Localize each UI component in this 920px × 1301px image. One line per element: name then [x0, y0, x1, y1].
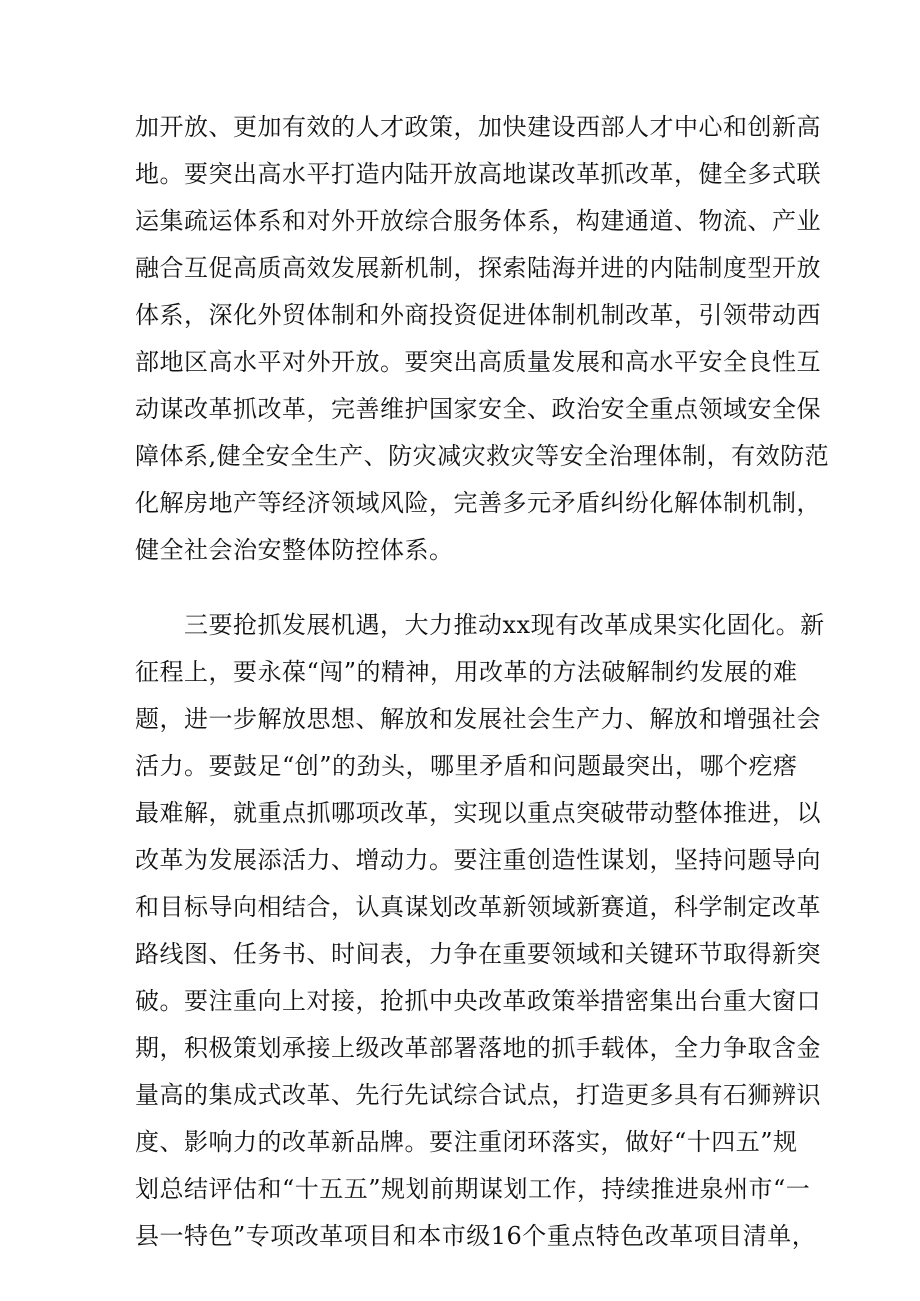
text-line: 划总结评估和“十五五”规划前期谋划工作，持续推进泉州市“一 [135, 1175, 811, 1203]
text-line: 度、影响力的改革新品牌。要注重闭环落实，做好“十四五”规 [135, 1128, 798, 1156]
paragraph-gap [135, 574, 795, 602]
text-line: 县一特色”专项改革项目和本市级16个重点特色改革项目清单， [135, 1222, 817, 1250]
text-line: 体系，深化外贸体制和外商投资促进体制机制改革，引领带动西 [135, 301, 821, 329]
text-line: 破。要注重向上对接，抢抓中央改革政策举措密集出台重大窗口 [135, 987, 821, 1015]
text-line: 活力。要鼓足“创”的劲头，哪里矛盾和问题最突出，哪个疙瘩 [135, 752, 798, 780]
text-line: 最难解，就重点抓哪项改革，实现以重点突破带动整体推进，以 [135, 799, 821, 827]
text-line: 期，积极策划承接上级改革部署落地的抓手载体，全力争取含金 [135, 1034, 821, 1062]
text-line: 量高的集成式改革、先行先试综合试点，打造更多具有石狮辨识 [135, 1081, 821, 1109]
text-line: 和目标导向相结合，认真谋划改革新领域新赛道，科学制定改革 [135, 893, 821, 921]
text-line: 题，进一步解放思想、解放和发展社会生产力、解放和增强社会 [135, 705, 821, 733]
text-line: 三要抢抓发展机遇，大力推动xx现有改革成果实化固化。新 [135, 611, 825, 639]
paragraph-1 [135, 104, 830, 574]
text-line: 加开放、更加有效的人才政策，加快建设西部人才中心和创新高 [135, 113, 821, 141]
document-body [135, 104, 830, 1260]
text-line: 改革为发展添活力、增动力。要注重创造性谋划，坚持问题导向 [135, 846, 821, 874]
text-line: 征程上，要永葆“闯”的精神，用改革的方法破解制约发展的难 [135, 658, 798, 686]
text-line: 融合互促高质高效发展新机制，探索陆海并进的内陆制度型开放 [135, 254, 821, 282]
text-line: 地。要突出高水平打造内陆开放高地谋改革抓改革，健全多式联 [135, 160, 821, 188]
paragraph-2 [135, 602, 825, 1260]
text-line: 路线图、任务书、时间表，力争在重要领域和关键环节取得新突 [135, 940, 821, 968]
text-line: 化解房地产等经济领域风险，完善多元矛盾纠纷化解体制机制， [135, 489, 821, 517]
text-line: 障体系,健全安全生产、防灾减灾救灾等安全治理体制，有效防范 [135, 442, 830, 470]
text-line: 健全社会治安整体防控体系。 [135, 536, 454, 564]
text-line: 部地区高水平对外开放。要突出高质量发展和高水平安全良性互 [135, 348, 821, 376]
text-line: 运集疏运体系和对外开放综合服务体系，构建通道、物流、产业 [135, 207, 821, 235]
text-line: 动谋改革抓改革，完善维护国家安全、政治安全重点领域安全保 [135, 395, 821, 423]
